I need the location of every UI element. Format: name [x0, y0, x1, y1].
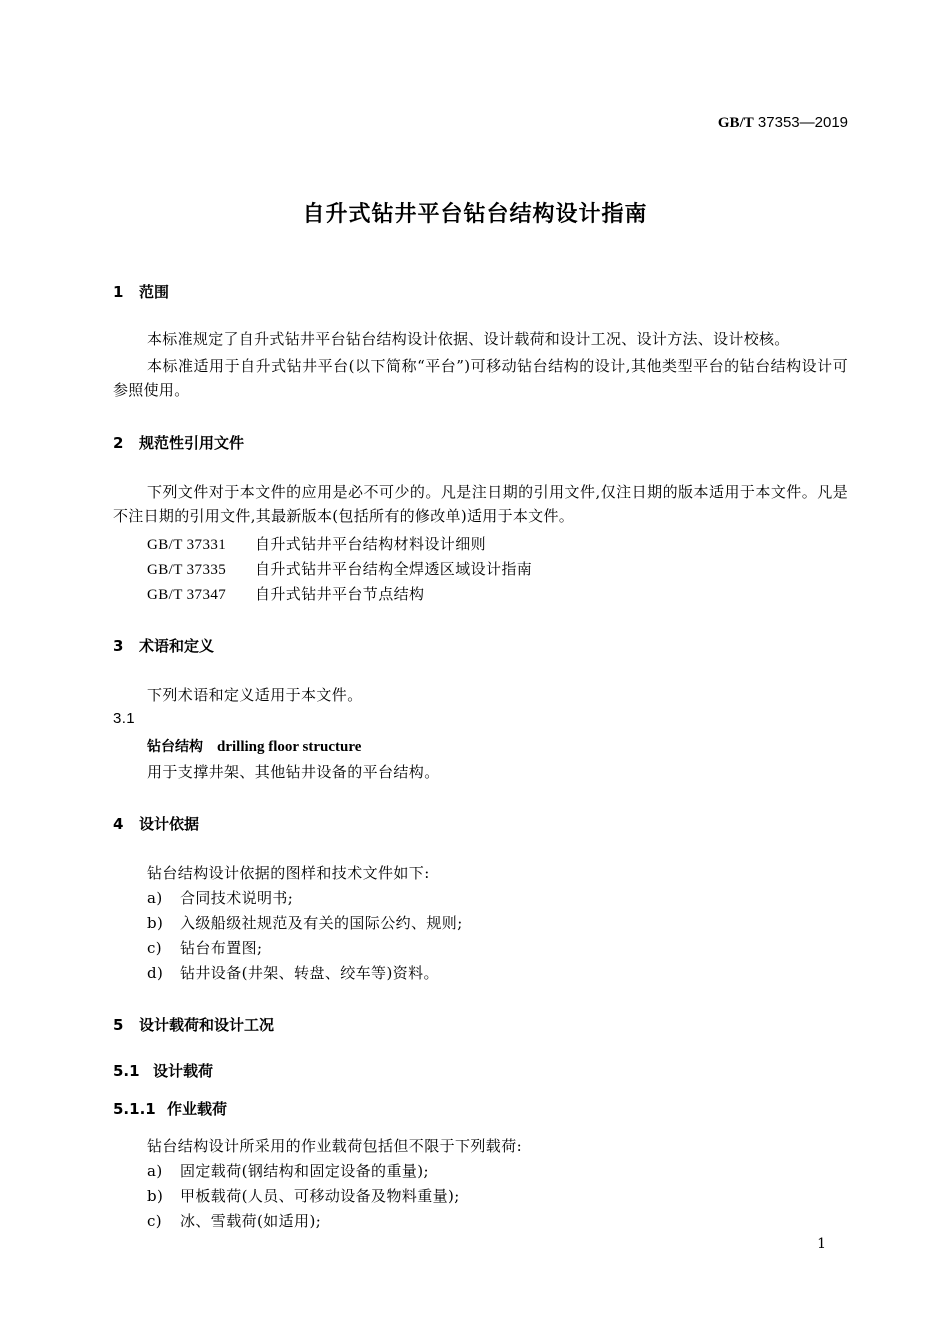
subsection-5-1-heading: [113, 1060, 213, 1081]
section-title: 设计依据: [139, 815, 200, 833]
list-item-text: 合同技术说明书;: [180, 889, 294, 907]
list-item-label: b): [147, 914, 164, 932]
reference-code: GB/T 37347: [147, 587, 227, 603]
section-1-heading: [113, 281, 169, 302]
term-entry: [147, 736, 361, 756]
subsection-number: 5.1: [113, 1062, 140, 1080]
list-item: [147, 912, 463, 933]
reference-item: [147, 583, 424, 604]
term-english: drilling floor structure: [217, 739, 362, 755]
section-5-heading: [113, 1014, 274, 1035]
section-2-paragraph-1: 下列文件对于本文件的应用是必不可少的。凡是注日期的引用文件,仅注日期的版本适用于本文件。凡是不注日期的引用文件,其最新版本(包括所有的修改单)适用于本文件。: [113, 483, 848, 525]
section-title: 设计载荷和设计工况: [139, 1016, 275, 1034]
document-title: 自升式钻井平台钻台结构设计指南: [302, 202, 648, 227]
section-number: 4: [113, 815, 124, 833]
standard-number: 37353—2019: [753, 114, 848, 131]
list-item-label: b): [147, 1187, 164, 1205]
list-item-text: 入级船级社规范及有关的国际公约、规则;: [180, 914, 463, 932]
section-title: 规范性引用文件: [139, 434, 245, 452]
subsection-5-1-1-heading: [113, 1098, 227, 1119]
standard-code: [718, 114, 848, 132]
list-item-text: 甲板载荷(人员、可移动设备及物料重量);: [180, 1187, 460, 1205]
page-number: 1: [817, 1236, 826, 1252]
section-number: 1: [113, 283, 124, 301]
list-item: [147, 887, 293, 908]
section-3-paragraph-1: 下列术语和定义适用于本文件。: [147, 686, 363, 704]
list-item-text: 固定载荷(钢结构和固定设备的重量);: [180, 1162, 429, 1180]
reference-item: [147, 533, 486, 554]
list-item-text: 钻井设备(井架、转盘、绞车等)资料。: [180, 964, 439, 982]
section-5-paragraph-1: 钻台结构设计所采用的作业载荷包括但不限于下列载荷:: [147, 1137, 523, 1155]
list-item-text: 冰、雪载荷(如适用);: [180, 1212, 322, 1230]
list-item: [147, 1210, 321, 1231]
list-item: [147, 937, 262, 958]
section-3-heading: [113, 635, 214, 656]
section-4-heading: [113, 813, 199, 834]
reference-title: 自升式钻井平台结构材料设计细则: [255, 535, 487, 553]
list-item-text: 钻台布置图;: [180, 939, 263, 957]
section-number: 3: [113, 637, 124, 655]
reference-code: GB/T 37335: [147, 562, 227, 578]
list-item: [147, 1160, 429, 1181]
term-chinese: 钻台结构: [147, 739, 203, 755]
subsection-title: 设计载荷: [153, 1062, 214, 1080]
list-item-label: a): [147, 1162, 163, 1180]
section-1-paragraph-1: 本标准规定了自升式钻井平台钻台结构设计依据、设计载荷和设计工况、设计方法、设计校核。: [147, 330, 790, 348]
section-number: 5: [113, 1016, 124, 1034]
section-number: 2: [113, 434, 124, 452]
standard-prefix: GB/T: [717, 115, 754, 131]
section-4-paragraph-1: 钻台结构设计依据的图样和技术文件如下:: [147, 864, 430, 882]
list-item-label: a): [147, 889, 163, 907]
section-title: 术语和定义: [139, 637, 215, 655]
reference-title: 自升式钻井平台节点结构: [255, 585, 425, 603]
reference-item: [147, 558, 532, 579]
list-item-label: d): [147, 964, 164, 982]
subsection-number: 5.1.1: [113, 1100, 156, 1118]
section-title: 范围: [139, 283, 170, 301]
list-item: [147, 1185, 460, 1206]
reference-title: 自升式钻井平台结构全焊透区域设计指南: [255, 560, 533, 578]
list-item-label: c): [147, 939, 163, 957]
section-1-paragraph-2: 本标准适用于自升式钻井平台(以下简称“平台”)可移动钻台结构的设计,其他类型平台的钻台结构设计可参照使用。: [113, 357, 848, 399]
list-item-label: c): [147, 1212, 163, 1230]
list-item: [147, 962, 439, 983]
reference-code: GB/T 37331: [147, 537, 227, 553]
section-2-heading: [113, 432, 244, 453]
term-definition: 用于支撑井架、其他钻井设备的平台结构。: [147, 763, 440, 781]
subsection-title: 作业载荷: [167, 1100, 228, 1118]
term-number: 3.1: [113, 710, 136, 727]
